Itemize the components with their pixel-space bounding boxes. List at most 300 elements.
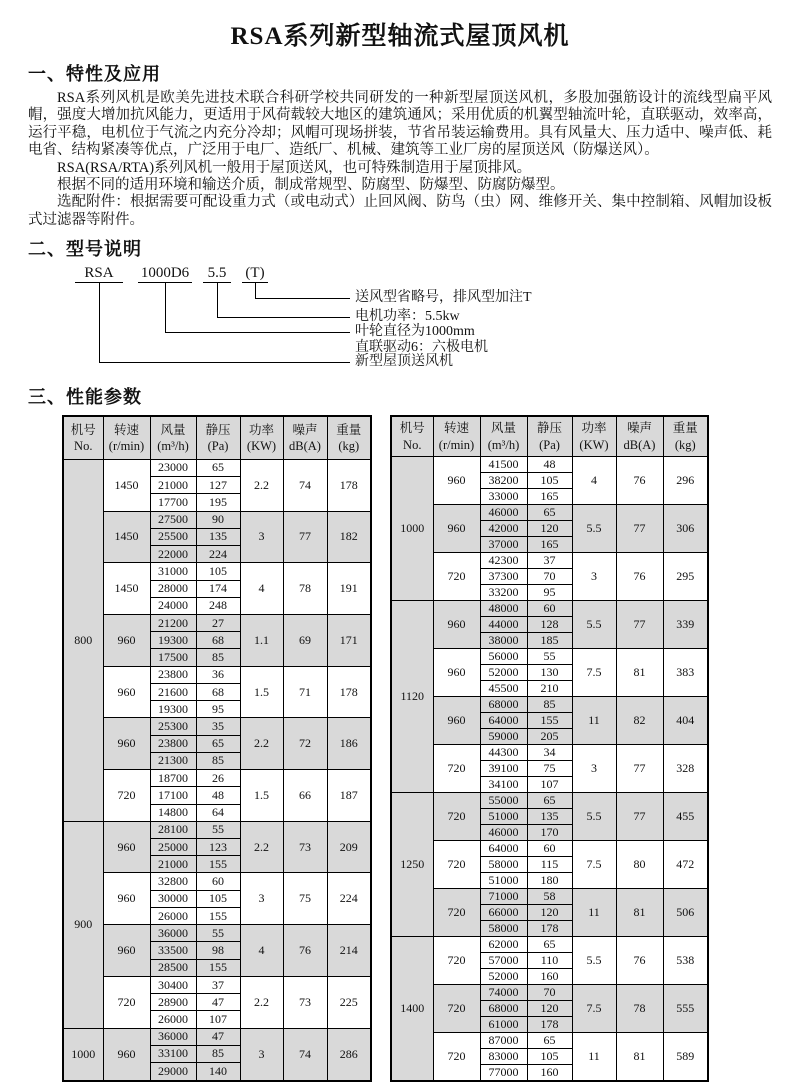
callout-label-size: 叶轮直径为1000mm — [355, 324, 475, 340]
noise-cell: 81 — [616, 1032, 663, 1081]
flow-cell: 52000 — [480, 664, 527, 680]
power-cell: 2.2 — [240, 821, 283, 873]
speed-cell: 1450 — [103, 511, 150, 563]
power-cell: 7.5 — [572, 984, 616, 1032]
noise-cell: 81 — [616, 648, 663, 696]
pressure-cell: 55 — [196, 925, 240, 942]
flow-cell: 28100 — [150, 821, 196, 838]
flow-cell: 22000 — [150, 546, 196, 563]
pressure-cell: 65 — [527, 792, 572, 808]
flow-cell: 19300 — [150, 632, 196, 649]
pressure-cell: 60 — [527, 600, 572, 616]
pressure-cell: 127 — [196, 477, 240, 494]
flow-cell: 26000 — [150, 1011, 196, 1028]
page-title: RSA系列新型轴流式屋顶风机 — [230, 23, 570, 50]
pressure-cell: 48 — [196, 787, 240, 804]
flow-cell: 32800 — [150, 873, 196, 890]
noise-cell: 74 — [283, 459, 327, 511]
power-cell: 11 — [572, 696, 616, 744]
flow-cell: 14800 — [150, 804, 196, 821]
pressure-cell: 135 — [527, 808, 572, 824]
weight-cell: 171 — [327, 614, 371, 666]
flow-cell: 33500 — [150, 942, 196, 959]
leader-line-series — [99, 282, 100, 362]
pressure-cell: 120 — [527, 520, 572, 536]
weight-cell: 178 — [327, 459, 371, 511]
weight-cell: 178 — [327, 666, 371, 718]
noise-cell: 73 — [283, 821, 327, 873]
flow-cell: 42300 — [480, 552, 527, 568]
flow-cell: 48000 — [480, 600, 527, 616]
pressure-cell: 60 — [527, 840, 572, 856]
power-cell: 11 — [572, 888, 616, 936]
speed-cell: 1450 — [103, 563, 150, 615]
weight-cell: 555 — [663, 984, 708, 1032]
pressure-cell: 155 — [196, 907, 240, 924]
model-cell: 1120 — [391, 600, 433, 792]
pressure-cell: 205 — [527, 728, 572, 744]
flow-cell: 77000 — [480, 1064, 527, 1081]
pressure-cell: 85 — [196, 752, 240, 769]
pressure-cell: 120 — [527, 1000, 572, 1016]
leader-line-type — [255, 282, 256, 298]
flow-cell: 58000 — [480, 920, 527, 936]
pressure-cell: 68 — [196, 683, 240, 700]
pressure-cell: 65 — [196, 735, 240, 752]
power-cell: 1.5 — [240, 666, 283, 718]
flow-cell: 52000 — [480, 968, 527, 984]
features-paragraph-4: 选配附件：根据需要可配设重力式（或电动式）止回风阀、防鸟（虫）网、维修开关、集中控制箱、风帽加设板式过滤器等附件。 — [28, 194, 772, 228]
speed-cell: 960 — [103, 1028, 150, 1081]
power-cell: 4 — [240, 563, 283, 615]
weight-cell: 295 — [663, 552, 708, 600]
noise-cell: 82 — [616, 696, 663, 744]
pressure-cell: 65 — [527, 936, 572, 952]
performance-table-right — [390, 415, 709, 1082]
weight-cell: 186 — [327, 718, 371, 770]
pressure-cell: 58 — [527, 888, 572, 904]
callout-label-power: 电机功率：5.5kw — [355, 309, 460, 325]
flow-cell: 17700 — [150, 494, 196, 511]
section-heading-features: 一、特性及应用 — [28, 64, 161, 84]
speed-cell: 720 — [433, 984, 480, 1032]
noise-cell: 76 — [616, 936, 663, 984]
leader-line-series-h — [99, 362, 350, 363]
speed-cell: 1450 — [103, 459, 150, 511]
flow-cell: 30400 — [150, 976, 196, 993]
model-code-part-size: 1000D6 — [138, 265, 192, 283]
power-cell: 5.5 — [572, 936, 616, 984]
weight-cell: 455 — [663, 792, 708, 840]
weight-cell: 538 — [663, 936, 708, 984]
flow-cell: 26000 — [150, 907, 196, 924]
flow-cell: 71000 — [480, 888, 527, 904]
pressure-cell: 155 — [196, 856, 240, 873]
flow-cell: 28900 — [150, 994, 196, 1011]
flow-cell: 25300 — [150, 718, 196, 735]
pressure-cell: 55 — [527, 648, 572, 664]
pressure-cell: 248 — [196, 597, 240, 614]
leader-line-power-h — [217, 317, 350, 318]
weight-cell: 209 — [327, 821, 371, 873]
pressure-cell: 36 — [196, 666, 240, 683]
flow-cell: 33000 — [480, 488, 527, 504]
pressure-cell: 165 — [527, 536, 572, 552]
speed-cell: 960 — [103, 614, 150, 666]
noise-cell: 72 — [283, 718, 327, 770]
noise-cell: 78 — [283, 563, 327, 615]
pressure-cell: 178 — [527, 1016, 572, 1032]
flow-cell: 33200 — [480, 584, 527, 600]
flow-cell: 21300 — [150, 752, 196, 769]
model-code-part-power: 5.5 — [203, 265, 231, 283]
pressure-cell: 98 — [196, 942, 240, 959]
pressure-cell: 65 — [196, 459, 240, 476]
model-cell: 1250 — [391, 792, 433, 936]
pressure-cell: 115 — [527, 856, 572, 872]
flow-cell: 33100 — [150, 1045, 196, 1062]
features-paragraph-2: RSA(RSA/RTA)系列风机一般用于屋顶送风，也可特殊制造用于屋顶排风。 — [57, 159, 532, 176]
weight-cell: 225 — [327, 976, 371, 1028]
weight-cell: 296 — [663, 456, 708, 504]
weight-cell: 472 — [663, 840, 708, 888]
flow-cell: 21000 — [150, 856, 196, 873]
flow-cell: 74000 — [480, 984, 527, 1000]
pressure-cell: 90 — [196, 511, 240, 528]
flow-cell: 27500 — [150, 511, 196, 528]
power-cell: 3 — [572, 744, 616, 792]
noise-cell: 77 — [616, 600, 663, 648]
power-cell: 4 — [572, 456, 616, 504]
weight-cell: 306 — [663, 504, 708, 552]
header-cell: 机号 No. — [391, 416, 433, 456]
pressure-cell: 26 — [196, 770, 240, 787]
speed-cell: 720 — [433, 792, 480, 840]
callout-label-type: 送风型省略号，排风型加注T — [355, 290, 532, 306]
flow-cell: 30000 — [150, 890, 196, 907]
pressure-cell: 135 — [196, 528, 240, 545]
speed-cell: 720 — [433, 888, 480, 936]
flow-cell: 37300 — [480, 568, 527, 584]
pressure-cell: 37 — [527, 552, 572, 568]
pressure-cell: 180 — [527, 872, 572, 888]
pressure-cell: 47 — [196, 994, 240, 1011]
model-code-part-series: RSA — [75, 265, 123, 283]
pressure-cell: 224 — [196, 546, 240, 563]
pressure-cell: 128 — [527, 616, 572, 632]
model-cell: 1000 — [391, 456, 433, 600]
power-cell: 1.5 — [240, 770, 283, 822]
noise-cell: 77 — [616, 504, 663, 552]
flow-cell: 23800 — [150, 735, 196, 752]
weight-cell: 224 — [327, 873, 371, 925]
noise-cell: 81 — [616, 888, 663, 936]
performance-tables — [62, 415, 772, 1082]
pressure-cell: 155 — [196, 959, 240, 976]
weight-cell: 328 — [663, 744, 708, 792]
power-cell: 7.5 — [572, 840, 616, 888]
header-cell: 重量 (kg) — [327, 416, 371, 459]
header-cell: 重量 (kg) — [663, 416, 708, 456]
flow-cell: 62000 — [480, 936, 527, 952]
pressure-cell: 165 — [527, 488, 572, 504]
weight-cell: 182 — [327, 511, 371, 563]
flow-cell: 68000 — [480, 696, 527, 712]
flow-cell: 68000 — [480, 1000, 527, 1016]
flow-cell: 46000 — [480, 504, 527, 520]
flow-cell: 24000 — [150, 597, 196, 614]
flow-cell: 64000 — [480, 712, 527, 728]
power-cell: 3 — [572, 552, 616, 600]
power-cell: 11 — [572, 1032, 616, 1081]
noise-cell: 76 — [616, 552, 663, 600]
noise-cell: 69 — [283, 614, 327, 666]
weight-cell: 339 — [663, 600, 708, 648]
features-paragraph-1: RSA系列风机是欧美先进技术联合科研学校共同研发的一种新型屋顶送风机，多股加强筋设计的流线型扁平风帽，强度大增加抗风能力，更适用于风荷载较大地区的建筑通风；采用优质的机翼型轴流叶轮，直联驱动，效率高，运行平稳，电机位于气流之内充分冷却；风帽可现场拼装，节省吊装运输费用。具有风量大、压力适中、噪声低、耗电省、结构紧凑等优点，广泛用于电厂、造纸厂、机械、建筑等工业厂房的屋顶送风（防爆送风）。 — [28, 90, 772, 159]
header-cell: 静压 (Pa) — [527, 416, 572, 456]
flow-cell: 38200 — [480, 472, 527, 488]
flow-cell: 61000 — [480, 1016, 527, 1032]
weight-cell: 191 — [327, 563, 371, 615]
noise-cell: 71 — [283, 666, 327, 718]
flow-cell: 37000 — [480, 536, 527, 552]
flow-cell: 55000 — [480, 792, 527, 808]
noise-cell: 66 — [283, 770, 327, 822]
flow-cell: 44000 — [480, 616, 527, 632]
flow-cell: 31000 — [150, 563, 196, 580]
header-cell: 功率 (KW) — [240, 416, 283, 459]
model-cell: 800 — [63, 459, 103, 821]
pressure-cell: 105 — [527, 472, 572, 488]
flow-cell: 87000 — [480, 1032, 527, 1048]
speed-cell: 960 — [433, 696, 480, 744]
speed-cell: 960 — [433, 456, 480, 504]
header-cell: 静压 (Pa) — [196, 416, 240, 459]
speed-cell: 720 — [103, 976, 150, 1028]
flow-cell: 23800 — [150, 666, 196, 683]
noise-cell: 77 — [283, 511, 327, 563]
flow-cell: 44300 — [480, 744, 527, 760]
speed-cell: 720 — [103, 770, 150, 822]
flow-cell: 25500 — [150, 528, 196, 545]
flow-cell: 19300 — [150, 701, 196, 718]
pressure-cell: 170 — [527, 824, 572, 840]
power-cell: 7.5 — [572, 648, 616, 696]
power-cell: 2.2 — [240, 459, 283, 511]
flow-cell: 57000 — [480, 952, 527, 968]
speed-cell: 960 — [433, 504, 480, 552]
model-cell: 1000 — [63, 1028, 103, 1081]
flow-cell: 28500 — [150, 959, 196, 976]
header-cell: 转速 (r/min) — [103, 416, 150, 459]
flow-cell: 64000 — [480, 840, 527, 856]
header-cell: 噪声 dB(A) — [616, 416, 663, 456]
speed-cell: 960 — [103, 925, 150, 977]
pressure-cell: 85 — [527, 696, 572, 712]
pressure-cell: 160 — [527, 968, 572, 984]
weight-cell: 506 — [663, 888, 708, 936]
flow-cell: 51000 — [480, 808, 527, 824]
pressure-cell: 60 — [196, 873, 240, 890]
pressure-cell: 107 — [196, 1011, 240, 1028]
flow-cell: 21200 — [150, 614, 196, 631]
header-cell: 噪声 dB(A) — [283, 416, 327, 459]
pressure-cell: 85 — [196, 1045, 240, 1062]
power-cell: 2.2 — [240, 718, 283, 770]
noise-cell: 76 — [283, 925, 327, 977]
pressure-cell: 105 — [527, 1048, 572, 1064]
flow-cell: 23000 — [150, 459, 196, 476]
leader-line-size — [165, 282, 166, 332]
power-cell: 5.5 — [572, 504, 616, 552]
flow-cell: 28000 — [150, 580, 196, 597]
model-cell: 900 — [63, 821, 103, 1028]
model-code-part-type: (T) — [242, 265, 268, 283]
noise-cell: 77 — [616, 792, 663, 840]
speed-cell: 960 — [103, 821, 150, 873]
pressure-cell: 47 — [196, 1028, 240, 1045]
weight-cell: 187 — [327, 770, 371, 822]
pressure-cell: 210 — [527, 680, 572, 696]
pressure-cell: 34 — [527, 744, 572, 760]
performance-table-left — [62, 415, 372, 1082]
noise-cell: 75 — [283, 873, 327, 925]
leader-line-type-h — [255, 298, 350, 299]
model-cell: 1400 — [391, 936, 433, 1081]
power-cell: 5.5 — [572, 792, 616, 840]
power-cell: 3 — [240, 873, 283, 925]
pressure-cell: 75 — [527, 760, 572, 776]
flow-cell: 25000 — [150, 839, 196, 856]
pressure-cell: 70 — [527, 984, 572, 1000]
pressure-cell: 95 — [196, 701, 240, 718]
header-cell: 功率 (KW) — [572, 416, 616, 456]
weight-cell: 383 — [663, 648, 708, 696]
pressure-cell: 160 — [527, 1064, 572, 1081]
power-cell: 1.1 — [240, 614, 283, 666]
flow-cell: 59000 — [480, 728, 527, 744]
flow-cell: 58000 — [480, 856, 527, 872]
power-cell: 5.5 — [572, 600, 616, 648]
power-cell: 2.2 — [240, 976, 283, 1028]
header-cell: 转速 (r/min) — [433, 416, 480, 456]
weight-cell: 286 — [327, 1028, 371, 1081]
pressure-cell: 110 — [527, 952, 572, 968]
pressure-cell: 123 — [196, 839, 240, 856]
noise-cell: 74 — [283, 1028, 327, 1081]
speed-cell: 720 — [433, 936, 480, 984]
pressure-cell: 70 — [527, 568, 572, 584]
noise-cell: 77 — [616, 744, 663, 792]
callout-label-drive: 直联驱动6：六极电机 — [355, 340, 488, 356]
pressure-cell: 95 — [527, 584, 572, 600]
speed-cell: 960 — [103, 718, 150, 770]
section-heading-performance: 三、性能参数 — [28, 387, 142, 408]
pressure-cell: 155 — [527, 712, 572, 728]
flow-cell: 46000 — [480, 824, 527, 840]
pressure-cell: 140 — [196, 1063, 240, 1081]
speed-cell: 960 — [103, 873, 150, 925]
flow-cell: 17100 — [150, 787, 196, 804]
pressure-cell: 185 — [527, 632, 572, 648]
pressure-cell: 85 — [196, 649, 240, 666]
header-cell: 风量 (m³/h) — [480, 416, 527, 456]
flow-cell: 45500 — [480, 680, 527, 696]
power-cell: 4 — [240, 925, 283, 977]
power-cell: 3 — [240, 511, 283, 563]
flow-cell: 21600 — [150, 683, 196, 700]
flow-cell: 56000 — [480, 648, 527, 664]
pressure-cell: 48 — [527, 456, 572, 472]
flow-cell: 36000 — [150, 925, 196, 942]
pressure-cell: 107 — [527, 776, 572, 792]
pressure-cell: 65 — [527, 504, 572, 520]
speed-cell: 720 — [433, 744, 480, 792]
pressure-cell: 65 — [527, 1032, 572, 1048]
pressure-cell: 64 — [196, 804, 240, 821]
pressure-cell: 68 — [196, 632, 240, 649]
weight-cell: 589 — [663, 1032, 708, 1081]
features-paragraph-3: 根据不同的适用环境和输送介质，制成常规型、防腐型、防爆型、防腐防爆型。 — [57, 177, 565, 194]
flow-cell: 29000 — [150, 1063, 196, 1081]
speed-cell: 720 — [433, 840, 480, 888]
header-cell: 风量 (m³/h) — [150, 416, 196, 459]
leader-line-size-h — [165, 332, 350, 333]
flow-cell: 34100 — [480, 776, 527, 792]
pressure-cell: 130 — [527, 664, 572, 680]
flow-cell: 36000 — [150, 1028, 196, 1045]
pressure-cell: 178 — [527, 920, 572, 936]
flow-cell: 38000 — [480, 632, 527, 648]
flow-cell: 66000 — [480, 904, 527, 920]
weight-cell: 214 — [327, 925, 371, 977]
pressure-cell: 35 — [196, 718, 240, 735]
model-code-diagram — [28, 265, 772, 377]
power-cell: 3 — [240, 1028, 283, 1081]
pressure-cell: 105 — [196, 890, 240, 907]
pressure-cell: 195 — [196, 494, 240, 511]
noise-cell: 76 — [616, 456, 663, 504]
speed-cell: 960 — [103, 666, 150, 718]
header-cell: 机号 No. — [63, 416, 103, 459]
flow-cell: 51000 — [480, 872, 527, 888]
pressure-cell: 105 — [196, 563, 240, 580]
weight-cell: 404 — [663, 696, 708, 744]
flow-cell: 41500 — [480, 456, 527, 472]
leader-line-power — [217, 282, 218, 317]
noise-cell: 78 — [616, 984, 663, 1032]
section-heading-model: 二、型号说明 — [28, 239, 142, 260]
pressure-cell: 55 — [196, 821, 240, 838]
pressure-cell: 27 — [196, 614, 240, 631]
flow-cell: 83000 — [480, 1048, 527, 1064]
flow-cell: 18700 — [150, 770, 196, 787]
flow-cell: 39100 — [480, 760, 527, 776]
noise-cell: 80 — [616, 840, 663, 888]
pressure-cell: 174 — [196, 580, 240, 597]
flow-cell: 42000 — [480, 520, 527, 536]
callout-label-series: 新型屋顶送风机 — [355, 354, 453, 370]
speed-cell: 960 — [433, 600, 480, 648]
flow-cell: 21000 — [150, 477, 196, 494]
speed-cell: 720 — [433, 552, 480, 600]
speed-cell: 720 — [433, 1032, 480, 1081]
speed-cell: 960 — [433, 648, 480, 696]
pressure-cell: 120 — [527, 904, 572, 920]
pressure-cell: 37 — [196, 976, 240, 993]
flow-cell: 17500 — [150, 649, 196, 666]
noise-cell: 73 — [283, 976, 327, 1028]
